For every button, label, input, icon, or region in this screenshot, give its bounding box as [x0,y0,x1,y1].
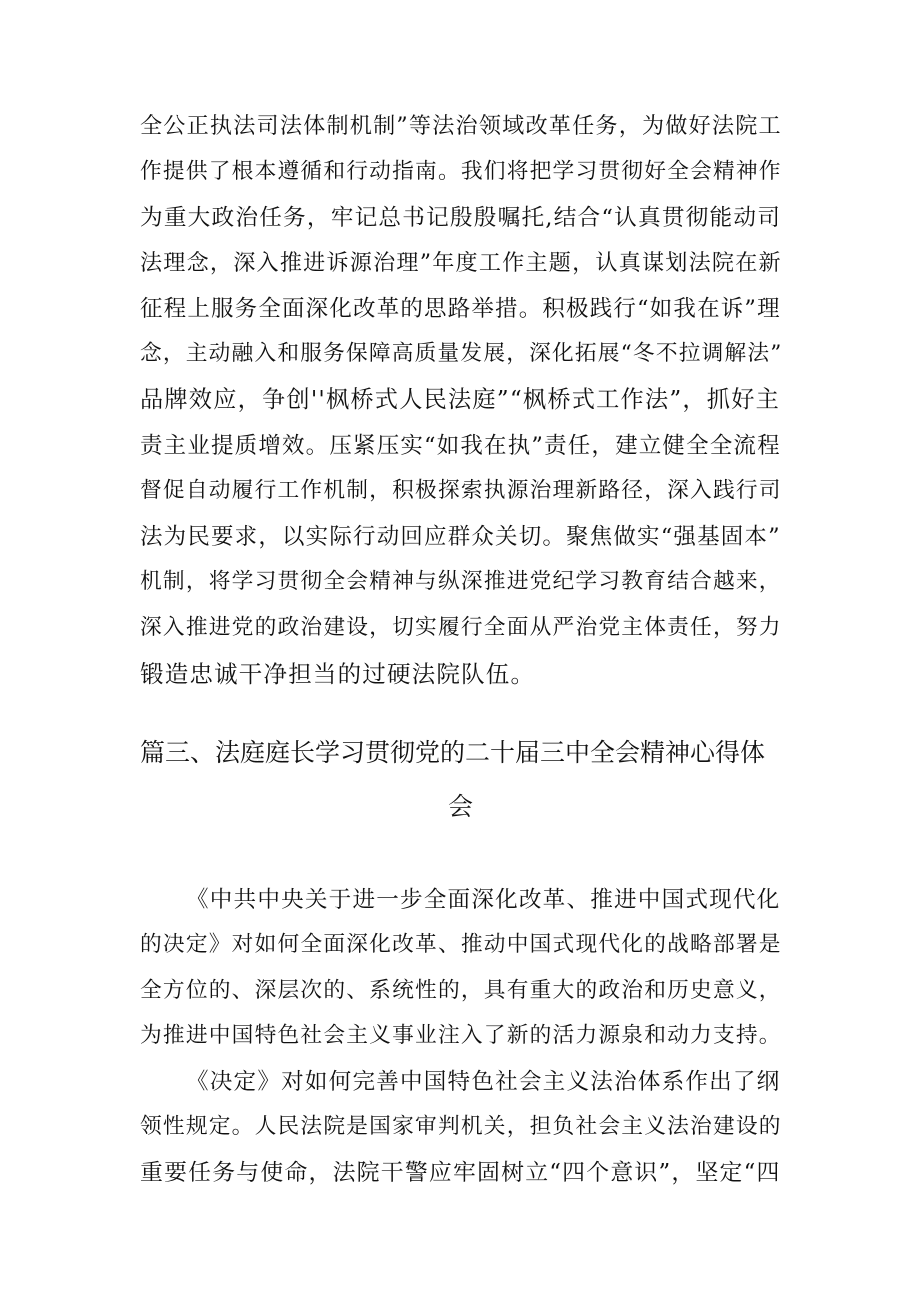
text-line: 为重大政治任务，牢记总书记殷殷嘱托,结合“认真贯彻能动司 [140,205,782,231]
section-heading-line1: 篇三、法庭庭长学习贯彻党的二十届三中全会精神心得体 [140,738,766,767]
text-line: 督促自动履行工作机制，积极探索执源治理新路径，深入践行司 [140,478,782,503]
text-line: 征程上服务全面深化改革的思路举措。积极践行“如我在诉”理 [140,296,781,322]
text-line: 的决定》对如何全面深化改革、推动中国式现代化的战略部署是 [140,932,782,957]
text-line: 机制，将学习贯彻全会精神与纵深推进党纪学习教育结合越来， [140,569,782,594]
text-line: 全公正执法司法体制机制”等法治领域改革任务，为做好法院工 [140,113,782,139]
text-line: 念，主动融入和服务保障高质量发展，深化拓展“冬不拉调解法” [140,341,783,366]
text-line: 《中共中央关于进一步全面深化改革、推进中国式现代化 [186,887,781,913]
text-line: 法理念，深入推进诉源治理”年度工作主题，认真谋划法院在新 [140,250,782,276]
text-line: 领性规定。人民法院是国家审判机关，担负社会主义法治建设的 [140,1114,782,1139]
text-line: 品牌效应，争创''枫桥式人民法庭”“枫桥式工作法”，抓好主 [140,386,781,413]
text-line: 重要任务与使命，法院干警应牢固树立“四个意识”，坚定“四 [140,1160,781,1186]
text-line: 全方位的、深层次的、系统性的，具有重大的政治和历史意义， [140,978,782,1003]
text-line: 为推进中国特色社会主义事业注入了新的活力源泉和动力支持。 [140,1023,782,1048]
text-line: 《决定》对如何完善中国特色社会主义法治体系作出了纲 [186,1069,781,1095]
text-line: 深入推进党的政治建设，切实履行全面从严治党主体责任，努力 [140,615,782,640]
text-line: 锻造忠诚干净担当的过硬法院队伍。 [140,660,536,688]
text-line: 责主业提质增效。压紧压实“如我在执”责任，建立健全全流程 [140,433,781,459]
text-line: 作提供了根本遵循和行动指南。我们将把学习贯彻好全会精神作 [140,159,782,184]
text-line: 法为民要求，以实际行动回应群众关切。聚焦做实“强基固本” [140,524,781,550]
section-heading-line2: 会 [448,792,474,821]
